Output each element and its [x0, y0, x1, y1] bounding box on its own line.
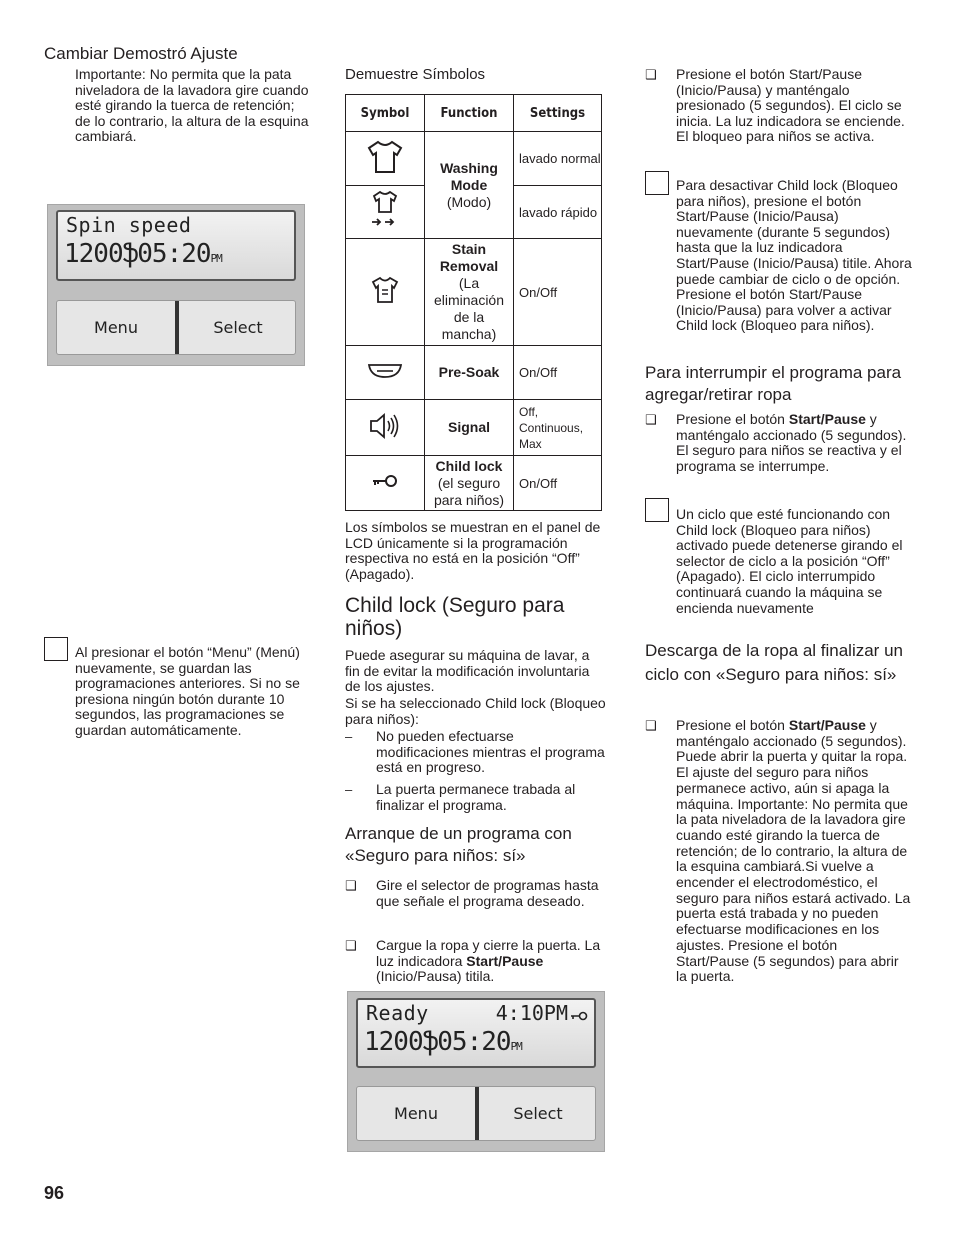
lcd-clock: 4:10PM [495, 1001, 568, 1025]
setting-cell: lavado normal [514, 132, 602, 186]
symbols-heading: Demuestre Símbolos [345, 66, 486, 83]
select-button[interactable]: Select [513, 1103, 563, 1123]
menu-note: Al presionar el botón “Menu” (Menú) nuevamente, se guardan las programaciones anteriores. Si no se presiona ningún botón durante 10 segundos, las programaciones se guardan automáticamente. [75, 644, 300, 738]
section-heading-change-display: Cambiar Demostró Ajuste [44, 44, 238, 63]
function-child-lock: Child lock (el seguro para niños) [425, 456, 514, 511]
lcd-display [356, 998, 596, 1068]
setting-cell: On/Off [514, 456, 602, 511]
list-item: ❑ Cargue la ropa y cierre la puerta. La luz indicadora Start/Pause (Inicio/Pausa) titila. [345, 937, 601, 985]
shirt-arrows-icon [346, 186, 425, 239]
key-icon [346, 456, 425, 511]
shirt-icon [346, 132, 425, 186]
function-signal: Signal [425, 400, 514, 456]
menu-button[interactable]: Menu [94, 317, 138, 337]
note-icon [645, 171, 669, 195]
unload-heading: Descarga de la ropa al finalizar un ciclo con «Seguro para niños: sí» [645, 641, 903, 684]
table-row [346, 346, 602, 400]
childlock-paragraph-2: Si se ha seleccionado Child lock (Bloqueo para niños): [345, 695, 606, 727]
lcd-line2: 1200ֆ05:20 [364, 1027, 511, 1057]
setting-cell: lavado rápido [514, 186, 602, 239]
table-header-symbol: Symbol [346, 95, 425, 132]
lcd-panel-ready [347, 991, 605, 1152]
list-item: – La puerta permanece trabada al finalizar el programa. [345, 781, 576, 813]
lcd-panel-spin-speed [47, 204, 305, 366]
list-item: ❑ Presione el botón Start/Pause y manténgalo accionado (5 segundos). El seguro para niños se reactiva y el programa se interrumpe. [645, 411, 907, 474]
lcd-pm: PM [210, 252, 222, 265]
childlock-paragraph: Puede asegurar su máquina de lavar, a fin de evitar la modificación involuntaria de los ajustes. [345, 647, 590, 695]
start-program-heading: Arranque de un programa con «Seguro para niños: sí» [345, 824, 572, 865]
symbols-note: Los símbolos se muestran en el panel de LCD únicamente si la programación respectiva no está en la posición “Off” (Apagado). [345, 519, 601, 582]
list-item: – No pueden efectuarse modificaciones mientras el programa está en progreso. [345, 728, 605, 776]
unlock-note: Para desactivar Child lock (Bloqueo para niños), presione el botón Start/Pause (Inicio/Pausa) nuevamente (durante 5 segundos) hasta que la luz indicadora Start/Pause (Inicio/Pausa) titile. Ahora puede cambiar de ciclo o de opción. Presione el botón Start/Pause (Inicio/Pausa) para volver a activar Child lock (Bloqueo para niños). [676, 177, 912, 334]
function-pre-soak: Pre-Soak [425, 346, 514, 400]
lcd-pm: PM [510, 1040, 522, 1053]
table-row [346, 132, 602, 186]
interrupt-note: Un ciclo que esté funcionando con Child lock (Bloqueo para niños) activado puede detenerse girando el selector de ciclo a la posición “Off” (Apagado). El ciclo interrumpido continuará cuando la máquina se encienda nuevamente [676, 506, 903, 616]
setting-cell: On/Off [514, 239, 602, 346]
speaker-icon [346, 400, 425, 456]
table-row [346, 456, 602, 511]
list-item: ❑ Presione el botón Start/Pause (Inicio/Pausa) y manténgalo presionado (5 segundos). El ciclo se inicia. La luz indicadora se enciende. El bloqueo para niños se activa. [645, 66, 905, 145]
function-stain-removal: Stain Removal (La eliminación de la mancha) [425, 239, 514, 346]
basin-icon [346, 346, 425, 400]
lcd-display [56, 210, 296, 281]
list-item: ❑ Presione el botón Start/Pause y manténgalo accionado (5 segundos). Puede abrir la puerta y quitar la ropa. El ajuste del seguro para niños permanece activo, aún si apaga la máquina. Importante: No permita que la pata niveladora de la lavadora gire cuando esté girando la tuerca de retención; de lo contrario, la altura de la esquina cambiará.Si vuelve a encender el electrodoméstico, el seguro para niños estará activado. La puerta está trabada y no pueden efectuarse modificaciones en los ajustes. Presione el botón Start/Pause (5 segundos) para abrir la puerta. [645, 717, 911, 985]
stain-shirt-icon [346, 239, 425, 346]
list-item: ❑ Gire el selector de programas hasta que señale el programa deseado. [345, 877, 599, 909]
interrupt-heading: Para interrumpir el programa para agregar/retirar ropa [645, 363, 902, 404]
page-number: 96 [44, 1183, 65, 1203]
note-icon [44, 637, 68, 661]
setting-cell: Off, Continuous, Max [514, 400, 602, 456]
symbols-table [345, 94, 602, 511]
lcd-line1: Spin speed [66, 213, 192, 237]
table-header-settings: Settings [514, 95, 602, 132]
important-note: Importante: No permita que la pata niveladora de la lavadora gire cuando esté girando la tuerca de retención; de lo contrario, la altura de la esquina cambiará. [75, 66, 309, 145]
lcd-button-bar [56, 300, 296, 355]
menu-button[interactable]: Menu [394, 1103, 438, 1123]
function-washing-mode: Washing Mode (Modo) [425, 132, 514, 239]
setting-cell: On/Off [514, 346, 602, 400]
lcd-line2: 1200ֆ05:20 [64, 239, 211, 269]
lcd-line1: Ready [366, 1001, 429, 1025]
key-icon [570, 1010, 588, 1026]
lcd-button-bar [356, 1086, 596, 1141]
note-icon [645, 498, 669, 522]
table-row [346, 400, 602, 456]
table-row [346, 239, 602, 346]
select-button[interactable]: Select [213, 317, 263, 337]
table-header-function: Function [425, 95, 514, 132]
childlock-heading: Child lock (Seguro para niños) [345, 594, 565, 640]
